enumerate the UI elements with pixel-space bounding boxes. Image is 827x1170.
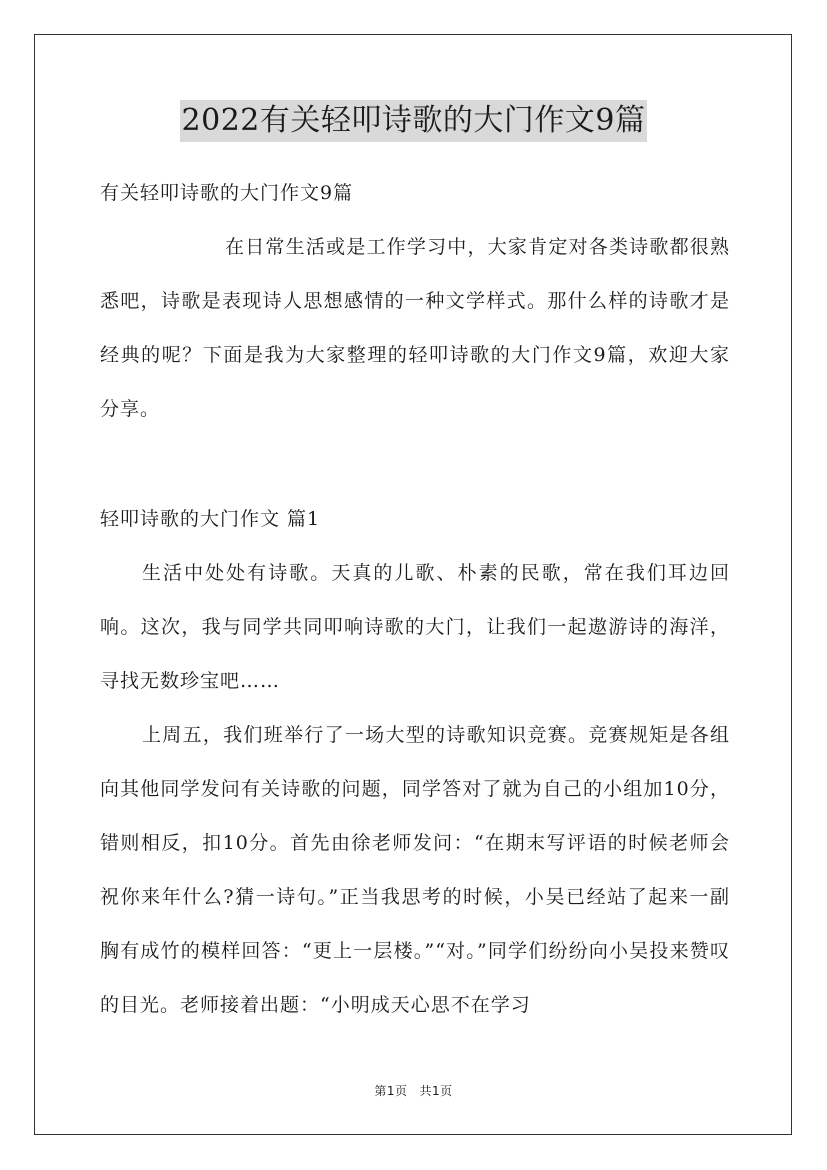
intro-paragraph: 在日常生活或是工作学习中，大家肯定对各类诗歌都很熟悉吧，诗歌是表现诗人思想感情的一种文学样式。那什么样的诗歌才是经典的呢？下面是我为大家整理的轻叩诗歌的大门作文9篇，欢迎大家分享。 xyxy=(100,236,730,420)
title-wrap xyxy=(0,100,827,142)
content-block xyxy=(100,546,730,1032)
paragraph: 生活中处处有诗歌。天真的儿歌、朴素的民歌，常在我们耳边回响。这次，我与同学共同叩响诗歌的大门，让我们一起遨游诗的海洋，寻找无数珍宝吧…… xyxy=(100,562,730,692)
page-total: 共1页 xyxy=(419,1084,453,1098)
document-title: 2022有关轻叩诗歌的大门作文9篇 xyxy=(180,100,648,142)
document-subtitle: 有关轻叩诗歌的大门作文9篇 xyxy=(100,182,354,204)
page-number: 第1页 xyxy=(374,1084,408,1098)
page-footer xyxy=(0,1082,827,1099)
section-title: 轻叩诗歌的大门作文 篇1 xyxy=(100,508,321,530)
paragraph: 上周五，我们班举行了一场大型的诗歌知识竞赛。竞赛规矩是各组向其他同学发问有关诗歌的问题，同学答对了就为自己的小组加10分，错则相反，扣10分。首先由徐老师发问：“在期末写评语的时候老师会祝你来年什么?猜一诗句。”正当我思考的时候，小吴已经站了起来一副胸有成竹的模样回答：“更上一层楼。”“对。”同学们纷纷向小吴投来赞叹的目光。老师接着出题：“小明成天心思不在学习 xyxy=(100,724,730,1016)
